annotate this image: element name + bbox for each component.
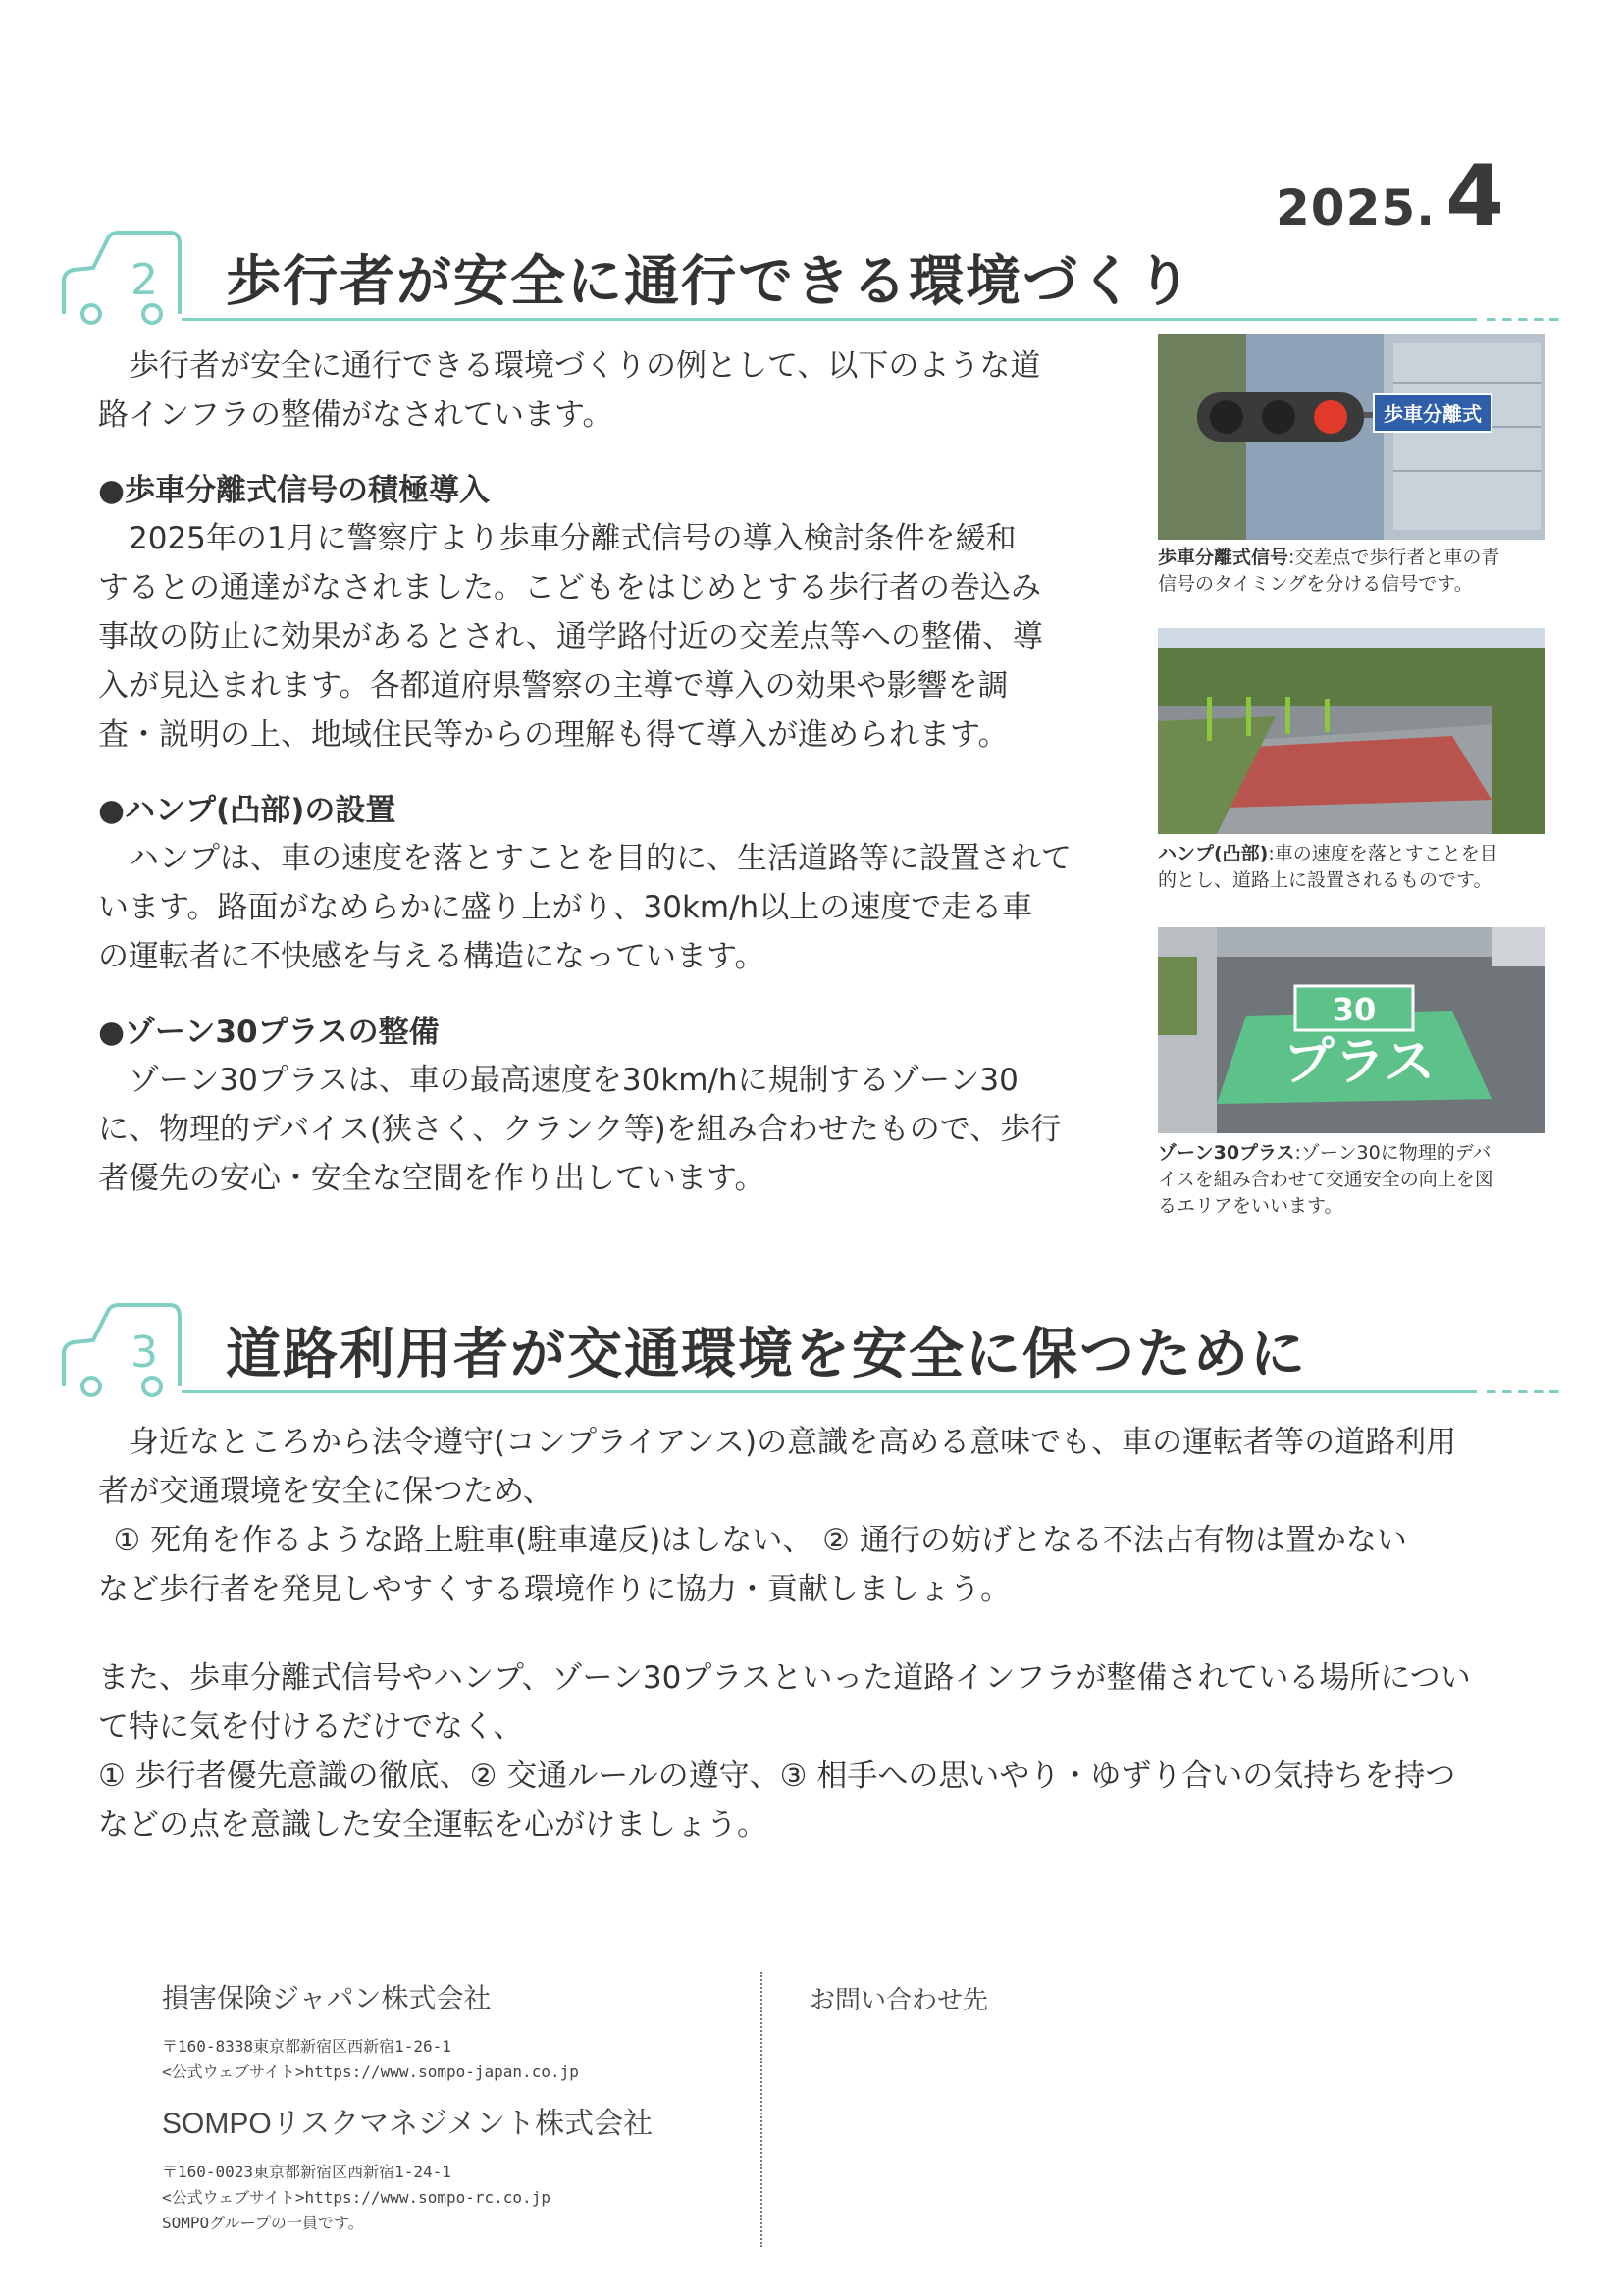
item-line: 2025年の1月に警察庁より歩車分離式信号の導入検討条件を緩和 bbox=[129, 521, 1017, 556]
caption-text: :ゾーン30に物理的デバ bbox=[1294, 1142, 1492, 1164]
section-2-header bbox=[54, 221, 1565, 329]
company-name: SOMPOリスクマネジメント株式会社 bbox=[162, 2108, 654, 2140]
company-website: <公式ウェブサイト>https://www.sompo-rc.co.jp bbox=[162, 2188, 550, 2207]
section-rule-dash bbox=[1487, 318, 1565, 321]
signal-photo bbox=[1158, 334, 1545, 540]
item-line: するとの通達がなされました。こどもをはじめとする歩行者の巻込み bbox=[98, 570, 1041, 605]
item-heading-zone30: ●ゾーン30プラスの整備 bbox=[98, 1015, 440, 1050]
company-name: 損害保険ジャパン株式会社 bbox=[162, 1982, 492, 2014]
hump-photo bbox=[1158, 628, 1545, 834]
caption-text: 的とし、道路上に設置されるものです。 bbox=[1158, 869, 1492, 891]
caption-bold: 歩車分離式信号 bbox=[1158, 547, 1289, 568]
caption-bold: ゾーン30プラス bbox=[1158, 1142, 1295, 1164]
item-line: ゾーン30プラスは、車の最高速度を30km/hに規制するゾーン30 bbox=[129, 1063, 1019, 1098]
company-address: 〒160-8338東京都新宿区西新宿1-26-1 bbox=[162, 2037, 451, 2056]
company-address: 〒160-0023東京都新宿区西新宿1-24-1 bbox=[162, 2163, 451, 2181]
caption-text: 信号のタイミングを分ける信号です。 bbox=[1158, 573, 1473, 595]
caption-bold: ハンプ(凸部) bbox=[1158, 843, 1269, 864]
para-line: ① 死角を作るような路上駐車(駐車違反)はしない、 ② 通行の妨げとなる不法占有物は置かない bbox=[113, 1523, 1407, 1558]
car-number-icon bbox=[54, 221, 191, 329]
intro-line: 歩行者が安全に通行できる環境づくりの例として、以下のような道 bbox=[129, 348, 1041, 384]
item-line: 入が見込まれます。各都道府県警察の主導で導入の効果や影響を調 bbox=[98, 668, 1009, 704]
section-3-title: 道路利用者が交通環境を安全に保つために bbox=[226, 1323, 1307, 1386]
caption-text: :車の速度を落とすことを目 bbox=[1268, 843, 1498, 864]
para-line: また、歩車分離式信号やハンプ、ゾーン30プラスといった道路インフラが整備されている場所につい bbox=[98, 1660, 1471, 1696]
section-3-number: 3 bbox=[131, 1328, 158, 1378]
item-line: の運転者に不快感を与える構造になっています。 bbox=[98, 939, 765, 974]
intro-line: 路インフラの整備がなされています。 bbox=[98, 397, 613, 433]
item-line: います。路面がなめらかに盛り上がり、30km/h以上の速度で走る車 bbox=[98, 890, 1033, 925]
car-number-icon bbox=[54, 1293, 191, 1401]
section-3-header bbox=[54, 1293, 1565, 1401]
section-rule bbox=[182, 318, 1477, 321]
section-rule bbox=[182, 1390, 1477, 1393]
para-line: ① 歩行者優先意識の徹底、② 交通ルールの遵守、③ 相手への思いやり・ゆずり合いの気持ちを持つ bbox=[98, 1758, 1456, 1794]
para-line: 者が交通環境を安全に保つため、 bbox=[98, 1474, 553, 1509]
caption-text: :交差点で歩行者と車の青 bbox=[1288, 547, 1500, 568]
item-line: 事故の防止に効果があるとされ、通学路付近の交差点等への整備、導 bbox=[98, 619, 1043, 654]
company-website: <公式ウェブサイト>https://www.sompo-japan.co.jp bbox=[162, 2062, 579, 2081]
section-3-body bbox=[98, 1418, 1541, 1850]
footer-companies bbox=[162, 1977, 751, 2236]
footer-divider bbox=[760, 1972, 762, 2247]
signal-sign-text: 歩車分離式 bbox=[1384, 402, 1482, 426]
section-2-number: 2 bbox=[131, 255, 158, 305]
group-note: SOMPOグループの一員です。 bbox=[162, 2214, 364, 2232]
item-line: 者優先の安心・安全な空間を作り出しています。 bbox=[98, 1161, 765, 1196]
issue-month: 4 bbox=[1445, 147, 1504, 245]
section-2-title: 歩行者が安全に通行できる環境づくり bbox=[226, 250, 1193, 314]
zone30-road-text: プラス bbox=[1283, 1033, 1436, 1092]
hump-caption bbox=[1158, 841, 1560, 894]
item-heading-hump: ●ハンプ(凸部)の設置 bbox=[98, 793, 396, 828]
zone30-photo bbox=[1158, 927, 1545, 1133]
item-heading-signal: ●歩車分離式信号の積極導入 bbox=[98, 473, 491, 508]
para-line: などの点を意識した安全運転を心がけましょう。 bbox=[98, 1807, 767, 1843]
section-rule-dash bbox=[1487, 1390, 1565, 1393]
item-line: 査・説明の上、地域住民等からの理解も得て導入が進められます。 bbox=[98, 717, 1009, 753]
issue-year: 2025. bbox=[1276, 180, 1437, 236]
item-line: に、物理的デバイス(狭さく、クランク等)を組み合わせたもので、歩行 bbox=[98, 1112, 1062, 1147]
section-2-body bbox=[98, 341, 1109, 1203]
contact-label: お問い合わせ先 bbox=[810, 1986, 989, 2015]
para-line: 身近なところから法令遵守(コンプライアンス)の意識を高める意味でも、車の運転者等の道路利用 bbox=[129, 1425, 1457, 1460]
item-line: ハンプは、車の速度を落とすことを目的に、生活道路等に設置されて bbox=[129, 841, 1072, 876]
zone30-road-number: 30 bbox=[1332, 991, 1377, 1028]
caption-text: るエリアをいいます。 bbox=[1158, 1195, 1343, 1217]
caption-text: イスを組み合わせて交通安全の向上を図 bbox=[1158, 1169, 1493, 1190]
zone30-caption bbox=[1158, 1140, 1560, 1220]
para-line: て特に気を付けるだけでなく、 bbox=[98, 1709, 524, 1745]
para-line: など歩行者を発見しやすくする環境作りに協力・貢献しましょう。 bbox=[98, 1572, 1011, 1607]
signal-caption bbox=[1158, 545, 1560, 598]
